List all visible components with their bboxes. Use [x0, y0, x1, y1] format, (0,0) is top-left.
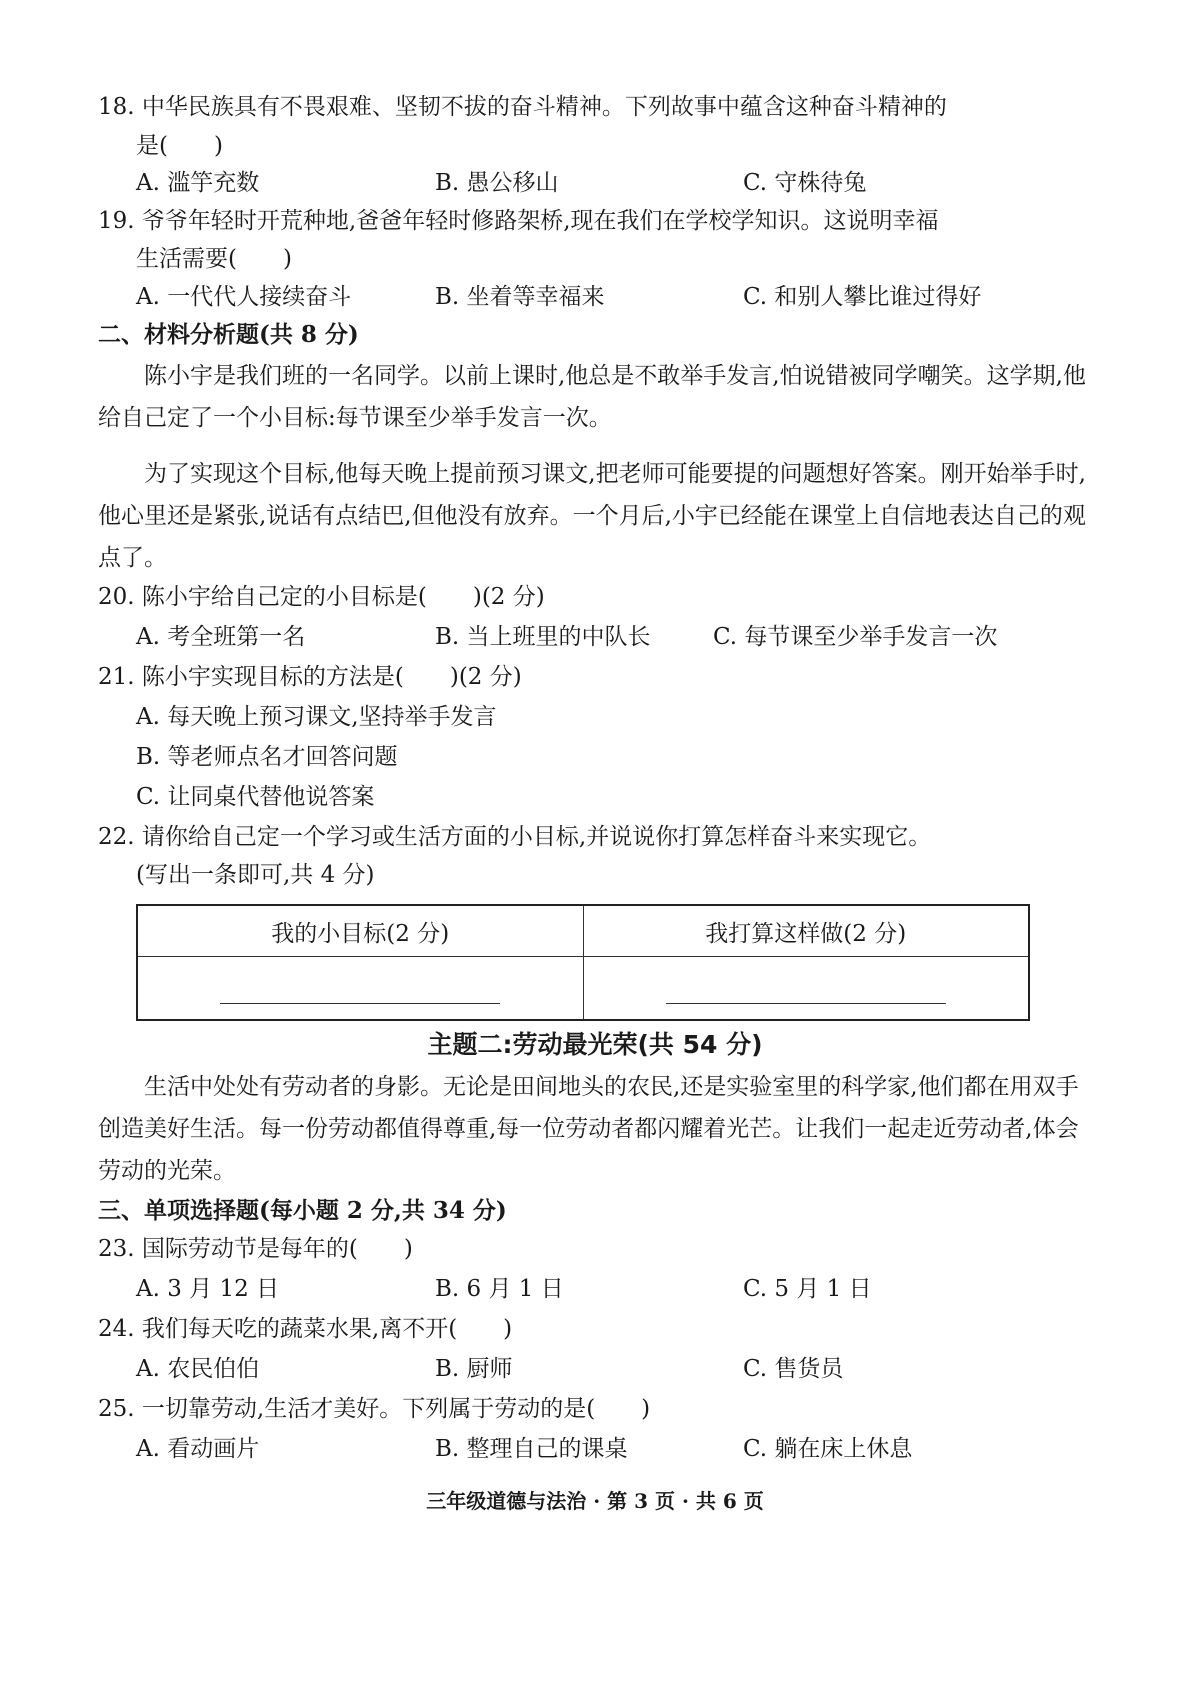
q18-option-b: B. 愚公移山 — [435, 170, 559, 196]
section2-title: 二、材料分析题(共 8 分) — [98, 321, 359, 348]
plan-answer-cell[interactable] — [583, 957, 1029, 1021]
theme2-intro: 生活中处处有劳动者的身影。无论是田间地头的农民,还是实验室里的科学家,他们都在用双手创造美好生活。每一份劳动都值得尊重,每一位劳动者都闪耀着光芒。让我们一起走近劳动者,体会劳动的光荣。 — [98, 1074, 1079, 1184]
q21-stem: 21. 陈小宇实现目标的方法是( )(2 分) — [98, 664, 522, 690]
q24-option-a: A. 农民伯伯 — [136, 1356, 260, 1382]
q20-option-c: C. 每节课至少举手发言一次 — [713, 624, 998, 650]
table-header-plan: 我打算这样做(2 分) — [583, 905, 1029, 957]
q19-stem-line1: 19. 爷爷年轻时开荒种地,爸爸年轻时修路架桥,现在我们在学校学知识。这说明幸福 — [98, 208, 939, 234]
q22-stem-line2: (写出一条即可,共 4 分) — [136, 862, 375, 888]
q24-option-b: B. 厨师 — [435, 1356, 513, 1382]
q20-stem: 20. 陈小宇给自己定的小目标是( )(2 分) — [98, 584, 545, 610]
q18-stem-line2: 是( ) — [136, 133, 223, 159]
q19-option-b: B. 坐着等幸福来 — [435, 284, 605, 310]
goal-answer-cell[interactable] — [137, 957, 583, 1021]
q24-option-c: C. 售货员 — [743, 1356, 844, 1382]
q23-option-c: C. 5 月 1 日 — [743, 1276, 872, 1302]
q19-option-a: A. 一代代人接续奋斗 — [136, 284, 352, 310]
q24-stem: 24. 我们每天吃的蔬菜水果,离不开( ) — [98, 1316, 513, 1342]
section2-material-p2: 为了实现这个目标,他每天晚上提前预习课文,把老师可能要提的问题想好答案。刚开始举手时,他心里还是紧张,说话有点结巴,但他没有放弃。一个月后,小宇已经能在课堂上自信地表达自己的观点了。 — [98, 461, 1086, 571]
q25-stem: 25. 一切靠劳动,生活才美好。下列属于劳动的是( ) — [98, 1396, 651, 1422]
q18-option-a: A. 滥竽充数 — [136, 170, 260, 196]
goal-answer-blank[interactable] — [220, 967, 500, 1004]
q23-option-b: B. 6 月 1 日 — [435, 1276, 564, 1302]
q21-option-a: A. 每天晚上预习课文,坚持举手发言 — [136, 704, 497, 730]
q19-stem-line2: 生活需要( ) — [136, 246, 292, 272]
section2-material-p1: 陈小宇是我们班的一名同学。以前上课时,他总是不敢举手发言,怕说错被同学嘲笑。这学期,他给自己定了一个小目标:每节课至少举手发言一次。 — [98, 363, 1086, 431]
q18-stem-line1: 18. 中华民族具有不畏艰难、坚韧不拔的奋斗精神。下列故事中蕴含这种奋斗精神的 — [98, 94, 947, 120]
q21-option-b: B. 等老师点名才回答问题 — [136, 744, 398, 770]
section3-title: 三、单项选择题(每小题 2 分,共 34 分) — [98, 1197, 507, 1224]
q22-stem-line1: 22. 请你给自己定一个学习或生活方面的小目标,并说说你打算怎样奋斗来实现它。 — [98, 824, 932, 850]
q25-option-a: A. 看动画片 — [136, 1436, 260, 1462]
table-header-goal: 我的小目标(2 分) — [137, 905, 583, 957]
q22-answer-table — [136, 904, 1030, 1021]
q23-option-a: A. 3 月 12 日 — [136, 1276, 280, 1302]
q21-option-c: C. 让同桌代替他说答案 — [136, 784, 375, 810]
q23-stem: 23. 国际劳动节是每年的( ) — [98, 1236, 413, 1262]
q25-option-c: C. 躺在床上休息 — [743, 1436, 913, 1462]
q20-option-a: A. 考全班第一名 — [136, 624, 306, 650]
plan-answer-blank[interactable] — [666, 967, 946, 1004]
q19-option-c: C. 和别人攀比谁过得好 — [743, 284, 982, 310]
q20-option-b: B. 当上班里的中队长 — [435, 624, 651, 650]
theme2-title: 主题二:劳动最光荣(共 54 分) — [427, 1030, 763, 1059]
page-footer: 三年级道德与法治 · 第 3 页 · 共 6 页 — [426, 1489, 764, 1513]
q25-option-b: B. 整理自己的课桌 — [435, 1436, 628, 1462]
q18-option-c: C. 守株待兔 — [743, 170, 867, 196]
